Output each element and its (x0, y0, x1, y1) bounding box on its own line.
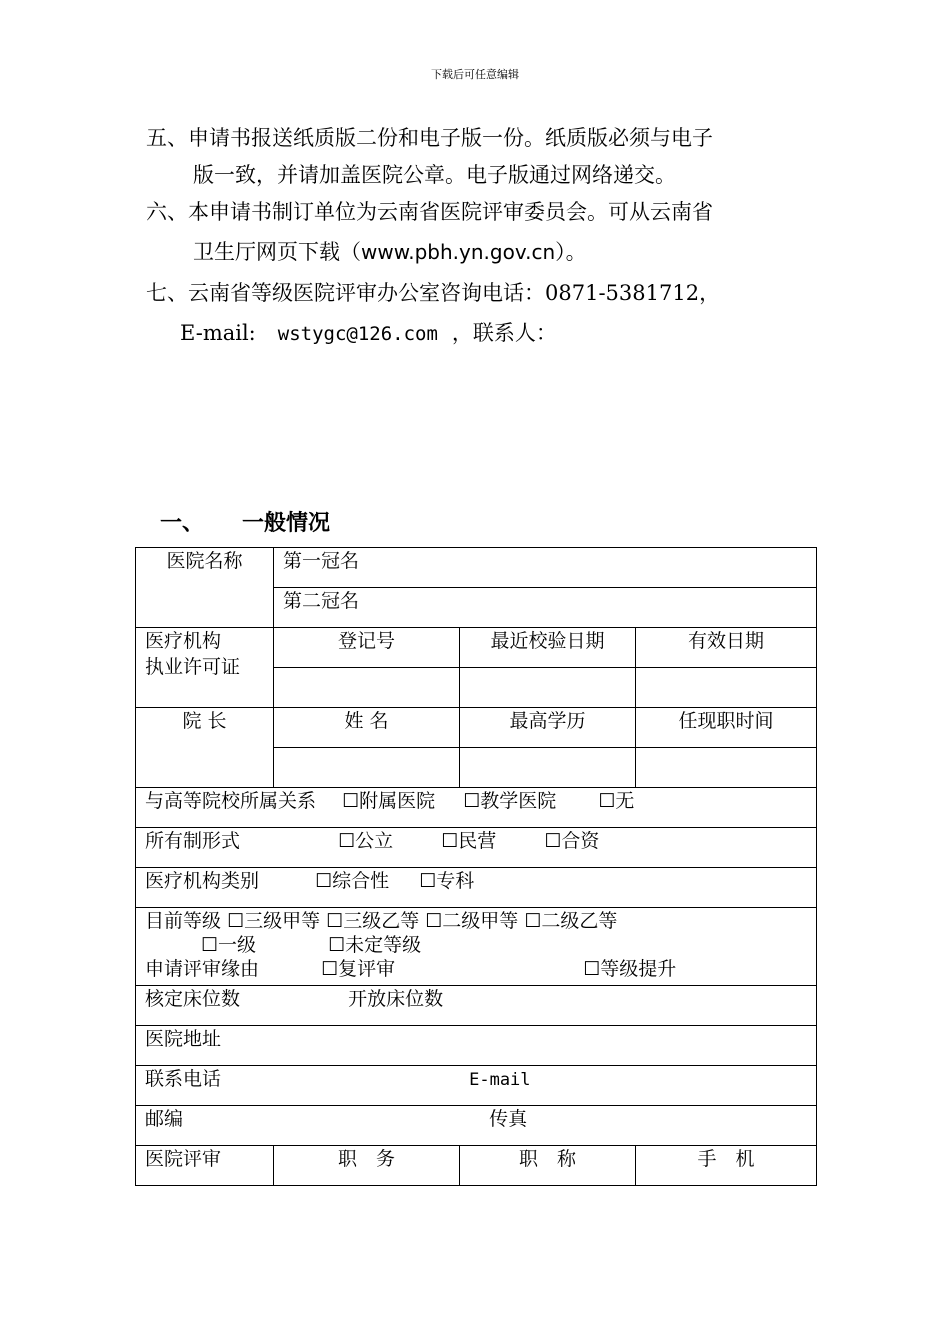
affiliation-label: 与高等院校所属关系 (145, 790, 317, 812)
paragraph-6-line-1: 六、本申请书制订单位为云南省医院评审委员会。可从云南省 (146, 200, 713, 224)
license-label-line-2: 执业许可证 (145, 656, 241, 678)
ownership-row (136, 828, 817, 868)
paragraph-7-line-2 (180, 317, 557, 347)
paragraph-5-line-1: 五、申请书报送纸质版二份和电子版一份。纸质版必须与电子 (146, 126, 713, 150)
phone-row (136, 1066, 817, 1106)
director-name-header: 姓 名 (274, 708, 460, 748)
grade-3b-checkbox[interactable]: ☐三级乙等 (326, 910, 420, 932)
registration-number-field[interactable] (274, 668, 460, 708)
open-beds-label: 开放床位数 (348, 988, 444, 1010)
grade-2b-checkbox[interactable]: ☐二级乙等 (524, 910, 618, 932)
beds-row (136, 986, 817, 1026)
email-label: E-mail: (180, 321, 256, 345)
grade-2a-checkbox[interactable]: ☐二级甲等 (425, 910, 519, 932)
section-number: 一、 (160, 510, 205, 536)
affiliation-row (136, 788, 817, 828)
mobile-header: 手 机 (636, 1146, 817, 1186)
last-inspection-date-field[interactable] (460, 668, 636, 708)
review-label: 医院评审 (136, 1146, 274, 1186)
grade-promotion-checkbox[interactable]: ☐等级提升 (583, 958, 677, 980)
license-label (136, 628, 274, 708)
registration-number-header: 登记号 (274, 628, 460, 668)
phone-label: 联系电话 (145, 1068, 222, 1090)
grade-line-1 (145, 909, 807, 933)
postal-row (136, 1106, 817, 1146)
affiliated-hospital-checkbox[interactable]: ☐附属医院 (342, 790, 436, 812)
ownership-label: 所有制形式 (145, 830, 241, 852)
address-label: 医院地址 (145, 1028, 222, 1050)
grade-row (136, 908, 817, 986)
re-review-checkbox[interactable]: ☐复评审 (321, 958, 396, 980)
director-name-field[interactable] (274, 748, 460, 788)
hospital-first-name-field[interactable]: 第一冠名 (274, 548, 817, 588)
title-header: 职 称 (460, 1146, 636, 1186)
postal-label: 邮编 (145, 1108, 184, 1130)
no-affiliation-checkbox[interactable]: ☐无 (598, 790, 635, 812)
grade-label: 目前等级 (145, 910, 222, 932)
private-checkbox[interactable]: ☐民营 (441, 830, 497, 852)
paragraph-6-line-2-suffix: ）。 (555, 240, 587, 264)
grade-3a-checkbox[interactable]: ☐三级甲等 (227, 910, 321, 932)
director-education-field[interactable] (460, 748, 636, 788)
joint-venture-checkbox[interactable]: ☐合资 (544, 830, 600, 852)
director-tenure-header: 任现职时间 (636, 708, 817, 748)
director-tenure-field[interactable] (636, 748, 817, 788)
position-header: 职 务 (274, 1146, 460, 1186)
reason-label: 申请评审缘由 (145, 958, 260, 980)
paragraph-7-line-1: 七、云南省等级医院评审办公室咨询电话：0871-5381712， (146, 281, 721, 305)
grade-line-2 (145, 933, 807, 957)
teaching-hospital-checkbox[interactable]: ☐教学医院 (463, 790, 557, 812)
category-row (136, 868, 817, 908)
reason-line (145, 957, 807, 981)
address-row[interactable] (136, 1026, 817, 1066)
email-address: wstygc@126.com (277, 323, 438, 345)
director-label: 院 长 (136, 708, 274, 788)
specialty-hospital-checkbox[interactable]: ☐专科 (419, 870, 475, 892)
approved-beds-label: 核定床位数 (145, 988, 241, 1010)
license-label-line-1: 医疗机构 (145, 630, 222, 652)
category-label: 医疗机构类别 (145, 870, 260, 892)
paragraph-6-line-2-prefix: 卫生厅网页下载（ (193, 240, 361, 264)
valid-date-header: 有效日期 (636, 628, 817, 668)
header-note: 下载后可任意编辑 (431, 68, 519, 81)
download-url: www.pbh.yn.gov.cn (361, 240, 556, 264)
paragraph-5-line-2: 版一致，并请加盖医院公章。电子版通过网络递交。 (193, 163, 676, 187)
hospital-second-name-field[interactable]: 第二冠名 (274, 588, 817, 628)
general-info-form (135, 547, 817, 1186)
section-title (160, 506, 330, 537)
general-hospital-checkbox[interactable]: ☐综合性 (315, 870, 390, 892)
valid-date-field[interactable] (636, 668, 817, 708)
director-education-header: 最高学历 (460, 708, 636, 748)
form-email-label: E-mail (469, 1070, 531, 1090)
hospital-name-label: 医院名称 (136, 548, 274, 628)
contact-label: ，联系人： (451, 321, 557, 345)
grade-1-checkbox[interactable]: ☐一级 (201, 934, 257, 956)
last-inspection-date-header: 最近校验日期 (460, 628, 636, 668)
grade-undetermined-checkbox[interactable]: ☐未定等级 (328, 934, 422, 956)
fax-label: 传真 (489, 1108, 528, 1130)
public-checkbox[interactable]: ☐公立 (338, 830, 394, 852)
section-title-text: 一般情况 (242, 510, 331, 536)
paragraph-6-line-2 (193, 236, 587, 266)
